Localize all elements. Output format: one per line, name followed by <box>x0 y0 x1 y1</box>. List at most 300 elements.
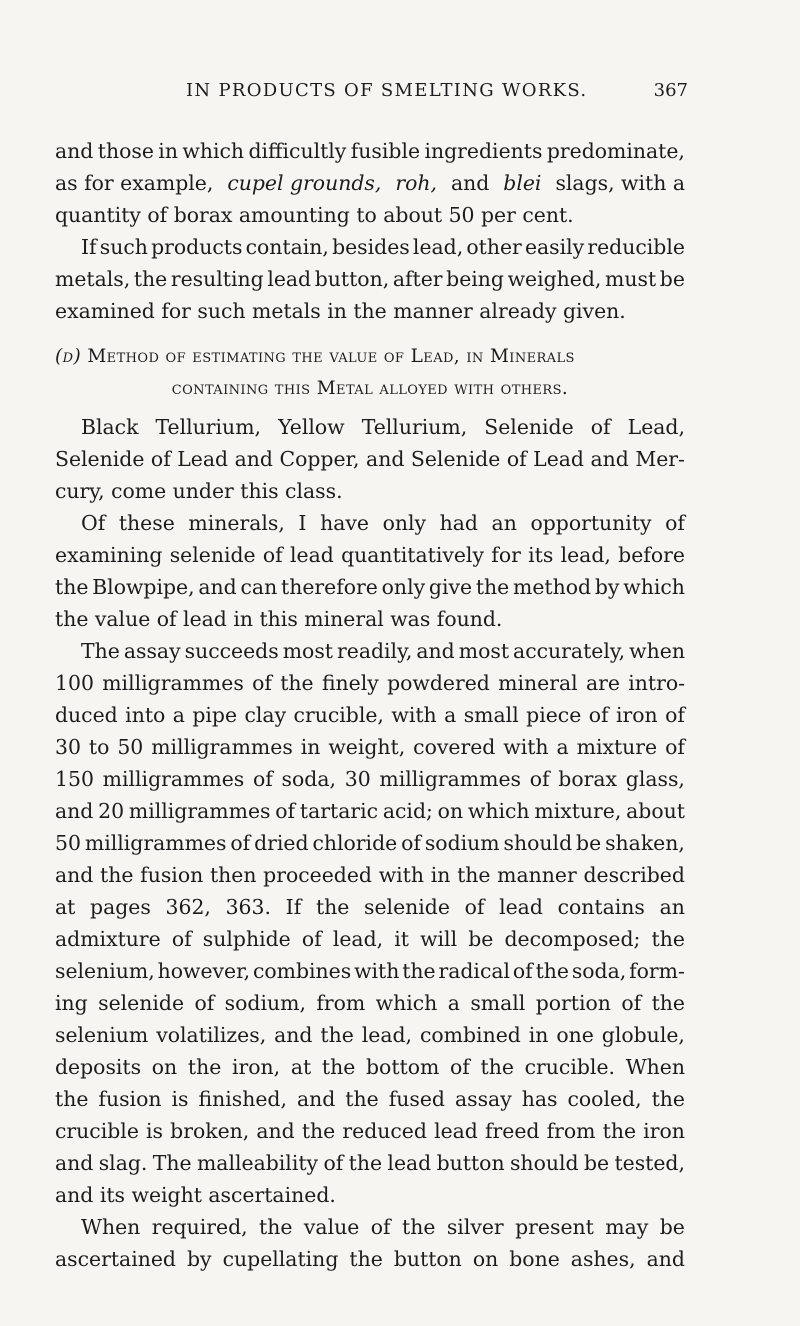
text-line <box>55 763 685 795</box>
text-line: and its weight ascertained. <box>55 1183 336 1207</box>
word: milligrammes <box>128 799 271 823</box>
word: duced <box>55 703 118 727</box>
word: in <box>300 735 321 759</box>
word: button <box>393 1247 462 1271</box>
word: be <box>659 267 685 291</box>
word: which <box>623 575 685 599</box>
heading-text: Method of estimating the value of Lead, in Minerals <box>87 346 575 367</box>
word: from <box>316 991 366 1015</box>
heading-line <box>55 341 685 373</box>
word: ingredients <box>424 139 543 163</box>
word: should <box>509 1151 579 1175</box>
word: of <box>621 991 642 1015</box>
word: and <box>296 1087 336 1111</box>
word: silver <box>446 1215 504 1239</box>
word: lead, <box>332 927 384 951</box>
word: crucible. <box>524 1055 615 1079</box>
text-line <box>55 1083 685 1115</box>
word: fusion <box>140 863 204 887</box>
word: contains <box>557 895 645 919</box>
word: most <box>458 639 510 663</box>
word: and <box>55 139 94 163</box>
word: on <box>437 799 464 823</box>
word: selenium <box>55 1023 149 1047</box>
word: the <box>259 1215 293 1239</box>
text-line <box>55 699 685 731</box>
word: of <box>275 799 296 823</box>
word: with <box>503 735 549 759</box>
word: into <box>125 703 166 727</box>
word: then <box>209 863 257 887</box>
word: globule, <box>601 1023 685 1047</box>
word: lead, <box>412 235 464 259</box>
word: a <box>444 703 457 727</box>
word: the <box>301 1119 336 1143</box>
text-line <box>55 891 685 923</box>
word: Selenide <box>484 415 574 439</box>
word: and <box>590 447 629 471</box>
word: Lead <box>533 447 584 471</box>
word: manner <box>497 863 577 887</box>
text-span: slags, with a <box>555 171 685 195</box>
word: Tellurium, <box>155 415 262 439</box>
paragraph-silver-value <box>55 1211 685 1275</box>
term-cupel-grounds: cupel grounds, <box>227 171 382 195</box>
word: the <box>345 1087 379 1111</box>
word: the <box>315 895 350 919</box>
text-span: and <box>450 171 490 195</box>
word: an <box>659 895 685 919</box>
word: of <box>512 959 533 983</box>
word: is <box>146 1119 164 1143</box>
word: volatilizes, <box>156 1023 267 1047</box>
word: the <box>402 1215 436 1239</box>
word: When <box>625 1055 685 1079</box>
word: by <box>187 1247 212 1271</box>
word: at <box>290 1055 312 1079</box>
word: the <box>480 1055 514 1079</box>
word: reduced <box>342 1119 427 1143</box>
word: of <box>665 511 685 535</box>
word: combined <box>419 1023 521 1047</box>
word: tartaric <box>299 799 379 823</box>
text-line <box>55 1051 685 1083</box>
text-line <box>55 1115 685 1147</box>
text-line: the value of lead in this mineral was found. <box>55 607 503 631</box>
word: only <box>382 511 427 535</box>
text-line <box>55 263 685 295</box>
word: ascertained <box>55 1247 176 1271</box>
word: of <box>464 895 485 919</box>
word: in <box>430 863 451 887</box>
text-line <box>55 167 685 199</box>
word: the <box>348 1151 383 1175</box>
word: Black <box>81 415 139 439</box>
word: with <box>391 703 437 727</box>
word: of <box>590 415 611 439</box>
word: button <box>436 1151 505 1175</box>
word: tested, <box>614 1151 685 1175</box>
word: milligrammes <box>84 831 227 855</box>
text-line: quantity of borax amounting to about 50 per cent. <box>55 203 574 227</box>
word: the <box>321 1055 356 1079</box>
word: of <box>506 447 527 471</box>
word: described <box>583 863 685 887</box>
word: covered <box>413 735 496 759</box>
word: decomposed; <box>504 927 641 951</box>
word: deposits <box>55 1055 142 1079</box>
word: freed <box>485 1119 540 1143</box>
word: the <box>100 863 134 887</box>
text-line <box>55 135 685 167</box>
word: easily <box>524 235 585 259</box>
word: by <box>594 575 620 599</box>
word: accurately, <box>513 639 626 663</box>
word: of <box>252 671 272 695</box>
word: Selenide <box>55 447 145 471</box>
word: lead <box>267 267 312 291</box>
paragraph-assay-procedure <box>55 635 685 1211</box>
text-line <box>55 923 685 955</box>
word: the <box>475 575 510 599</box>
word: of <box>588 703 609 727</box>
word: be <box>659 1215 685 1239</box>
word: has <box>521 1087 558 1111</box>
word: radical <box>438 959 511 983</box>
word: weight, <box>328 735 406 759</box>
word: opportunity <box>530 511 652 535</box>
word: and <box>416 639 455 663</box>
word: a <box>556 735 569 759</box>
word: a <box>172 703 185 727</box>
page-header <box>0 80 800 106</box>
word: finished, <box>198 1087 287 1111</box>
word: milligrammes <box>102 671 244 695</box>
word: crucible <box>55 1119 139 1143</box>
word: of <box>401 831 421 855</box>
word: lead, <box>361 1023 413 1047</box>
text-line: examined for such metals in the manner already given. <box>55 299 626 323</box>
word: glass, <box>625 767 685 791</box>
word: proceeded <box>263 863 372 887</box>
word: resulting <box>170 267 264 291</box>
word: the <box>55 575 89 599</box>
section-label: (d) <box>55 346 82 367</box>
word: be <box>576 831 602 855</box>
word: however, <box>157 959 251 983</box>
text-line <box>55 411 685 443</box>
word: can <box>240 575 278 599</box>
word: lead <box>434 1119 478 1143</box>
word: 50 <box>117 735 144 759</box>
word: required, <box>151 1215 248 1239</box>
word: assay <box>454 1087 512 1111</box>
word: broken, <box>170 1119 250 1143</box>
word: sodium <box>424 831 500 855</box>
word: mixture, <box>534 799 622 823</box>
word: weighed, <box>507 267 602 291</box>
word: shaken, <box>605 831 685 855</box>
word: metals, <box>55 267 131 291</box>
word: contain, <box>245 235 329 259</box>
word: examining <box>55 543 163 567</box>
word: these <box>118 511 175 535</box>
word: those <box>97 139 154 163</box>
word: of <box>171 927 192 951</box>
word: 30 <box>55 735 81 759</box>
word: will <box>420 927 458 951</box>
word: Lead, <box>627 415 685 439</box>
word: the <box>535 959 569 983</box>
word: Tellurium, <box>361 415 468 439</box>
word: Yellow <box>278 415 345 439</box>
word: pipe <box>192 703 238 727</box>
text-line <box>55 1147 685 1179</box>
word: When <box>81 1215 141 1239</box>
text-line <box>55 635 685 667</box>
word: such <box>99 235 148 259</box>
word: quantitatively <box>341 543 484 567</box>
word: I <box>298 511 307 535</box>
word: of <box>252 767 273 791</box>
text-span: as for example, <box>55 171 214 195</box>
word: portion <box>535 991 611 1015</box>
word: powdered <box>387 671 490 695</box>
word: iron <box>616 703 658 727</box>
word: which <box>375 991 438 1015</box>
word: soda, <box>281 767 336 791</box>
word: mixture <box>576 735 658 759</box>
word: and <box>55 799 94 823</box>
word: give <box>428 575 473 599</box>
word: Lead <box>177 447 229 471</box>
text-line <box>55 507 685 539</box>
word: 100 <box>55 671 94 695</box>
word: the <box>402 959 436 983</box>
word: for <box>491 543 521 567</box>
word: selenium, <box>55 959 155 983</box>
word: finely <box>321 671 379 695</box>
word: reducible <box>587 235 685 259</box>
text-line <box>55 539 685 571</box>
word: have <box>320 511 369 535</box>
word: borax <box>558 767 618 791</box>
word: Of <box>81 511 106 535</box>
word: The <box>81 639 120 663</box>
word: form- <box>629 959 685 983</box>
word: predominate, <box>546 139 685 163</box>
word: combines <box>252 959 352 983</box>
word: and <box>256 1119 295 1143</box>
word: clay <box>244 703 287 727</box>
word: 362, <box>165 895 211 919</box>
word: If <box>81 235 97 259</box>
word: the <box>187 1055 222 1079</box>
word: the <box>280 671 314 695</box>
word: most <box>282 639 333 663</box>
word: of <box>323 1151 344 1175</box>
word: admixture <box>55 927 161 951</box>
word: with <box>354 959 400 983</box>
word: method <box>513 575 592 599</box>
word: before <box>618 543 685 567</box>
word: cooled, <box>567 1087 642 1111</box>
word: a <box>447 991 460 1015</box>
word: lead, <box>560 543 611 567</box>
word: of <box>194 991 215 1015</box>
word: sulphide <box>202 927 291 951</box>
term-roh: roh, <box>395 171 437 195</box>
word: the <box>602 1119 637 1143</box>
term-blei: blei <box>503 171 542 195</box>
word: is <box>171 1087 189 1111</box>
word: The <box>152 1151 192 1175</box>
word: lead <box>290 543 334 567</box>
word: succeeds <box>184 639 279 663</box>
word: cupellating <box>222 1247 339 1271</box>
word: be <box>468 927 494 951</box>
word: and <box>198 575 237 599</box>
word: at <box>55 895 76 919</box>
word: and <box>366 447 405 471</box>
word: one <box>556 1023 594 1047</box>
word: and <box>55 863 94 887</box>
word: milligrammes <box>379 767 521 791</box>
word: slag. <box>98 1151 148 1175</box>
word: small <box>470 991 526 1015</box>
word: present <box>515 1215 594 1239</box>
word: soda, <box>571 959 627 983</box>
word: fused <box>388 1087 445 1111</box>
word: lead <box>499 895 543 919</box>
word: readily, <box>337 639 413 663</box>
word: milligrammes <box>102 767 245 791</box>
word: in <box>528 1023 549 1047</box>
word: Selenide <box>410 447 501 471</box>
word: to <box>88 735 110 759</box>
word: in <box>158 139 178 163</box>
word: mineral <box>498 671 578 695</box>
body-text <box>55 135 685 1275</box>
word: lead <box>387 1151 432 1175</box>
word: malleability <box>196 1151 319 1175</box>
word: be <box>583 1151 610 1175</box>
word: the <box>55 1087 89 1111</box>
text-line <box>55 731 685 763</box>
text-line <box>55 987 685 1019</box>
word: the <box>651 927 685 951</box>
word: of <box>301 927 322 951</box>
word: of <box>529 767 550 791</box>
text-line <box>55 443 685 475</box>
word: acid; <box>382 799 433 823</box>
word: being <box>446 267 504 291</box>
word: selenide <box>98 991 185 1015</box>
word: Blowpipe, <box>92 575 195 599</box>
word: the <box>349 1247 383 1271</box>
word: should <box>503 831 573 855</box>
word: intro- <box>628 671 685 695</box>
word: piece <box>526 703 582 727</box>
word: crucible, <box>293 703 384 727</box>
word: 363. <box>225 895 271 919</box>
word: other <box>466 235 522 259</box>
section-heading <box>55 341 685 405</box>
word: 20 <box>98 799 125 823</box>
text-line <box>55 955 685 987</box>
text-line: cury, come under this class. <box>55 479 343 503</box>
word: fusible <box>350 139 421 163</box>
word: milligrammes <box>151 735 293 759</box>
paragraph-selenide-method <box>55 507 685 635</box>
paragraph-borax-continuation <box>55 135 685 231</box>
word: and <box>234 447 273 471</box>
word: may <box>605 1215 649 1239</box>
word: had <box>439 511 478 535</box>
word: small <box>463 703 519 727</box>
word: bone <box>509 1247 560 1271</box>
word: therefore <box>281 575 378 599</box>
word: ashes, <box>570 1247 636 1271</box>
word: which <box>467 799 530 823</box>
word: sodium, <box>224 991 306 1015</box>
word: and <box>274 1023 313 1047</box>
paragraph-reducible-metals <box>55 231 685 327</box>
word: iron, <box>231 1055 281 1079</box>
word: when <box>629 639 685 663</box>
word: pages <box>90 895 151 919</box>
page-number: 367 <box>653 80 688 101</box>
word: Mer- <box>635 447 685 471</box>
word: and <box>55 1151 94 1175</box>
word: Copper, <box>279 447 360 471</box>
text-line <box>55 1211 685 1243</box>
word: fusion <box>98 1087 162 1111</box>
word: 150 <box>55 767 94 791</box>
text-line <box>55 571 685 603</box>
text-line <box>55 231 685 263</box>
word: after <box>392 267 443 291</box>
word: 50 <box>55 831 81 855</box>
word: the <box>320 1023 354 1047</box>
word: selenide <box>169 543 256 567</box>
word: and <box>646 1247 685 1271</box>
word: the <box>133 267 168 291</box>
text-line <box>55 1243 685 1275</box>
word: of <box>665 703 685 727</box>
text-line <box>55 827 685 859</box>
text-line <box>55 859 685 891</box>
word: besides <box>332 235 410 259</box>
text-line <box>55 795 685 827</box>
word: button, <box>314 267 390 291</box>
word: which <box>182 139 245 163</box>
word: of <box>150 447 171 471</box>
word: dried <box>254 831 309 855</box>
heading-line: containing this Metal alloyed with others. <box>171 378 569 399</box>
word: If <box>285 895 302 919</box>
word: of <box>262 543 283 567</box>
text-line <box>55 667 685 699</box>
word: with <box>378 863 424 887</box>
word: chloride <box>312 831 398 855</box>
text-line <box>55 1019 685 1051</box>
word: of <box>230 831 251 855</box>
word: bottom <box>365 1055 440 1079</box>
word: of <box>450 1055 470 1079</box>
word: must <box>605 267 657 291</box>
word: iron <box>643 1119 685 1143</box>
